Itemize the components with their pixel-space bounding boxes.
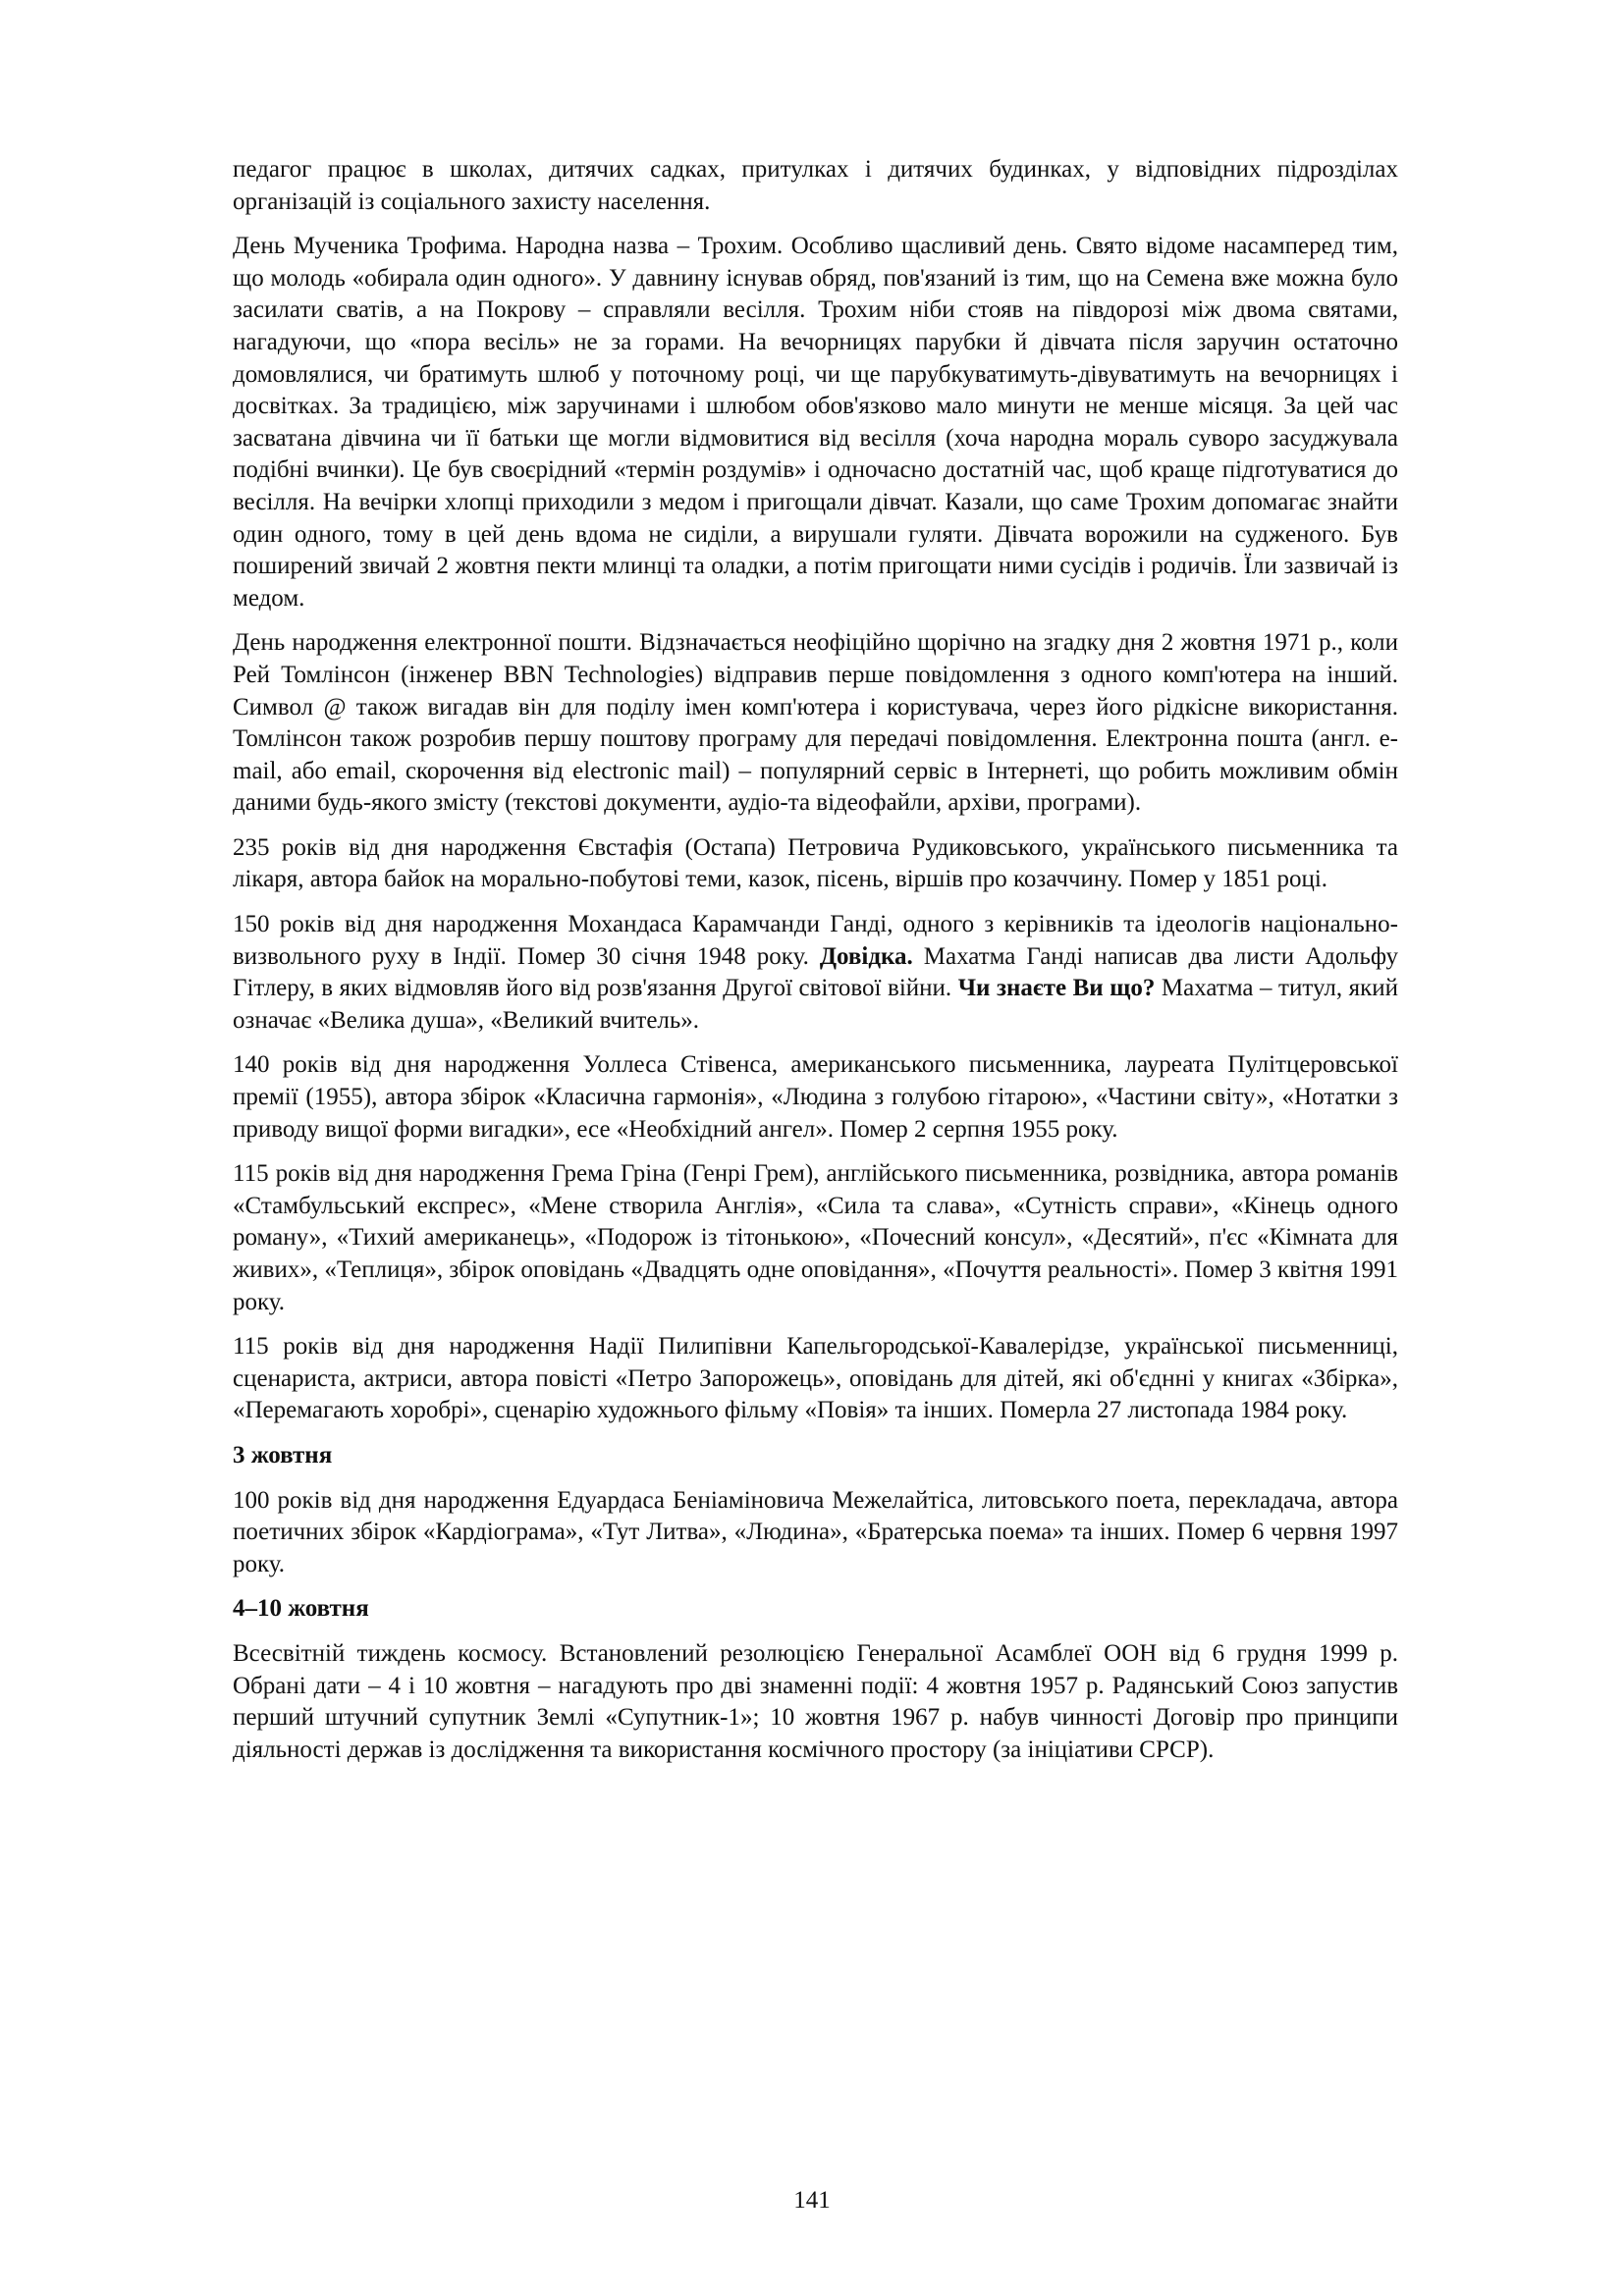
paragraph-kapelhorodska: 115 років від дня народження Надії Пилипівни Капельгородської-Кавалерідзе, української письменниці, сценариста, актриси, автора повісті «Петро Запорожець», оповідань для дітей, які об'єднні у книгах «Збірка», «Перемагають хоробрі», сценарію художнього фільму «Повія» та інших. Померла 27 листопада 1984 року.	[233, 1333, 1398, 1424]
paragraph-gandhi	[233, 909, 1398, 1037]
page-number: 141	[793, 2187, 831, 2214]
gandhi-text-1: 150 років від дня народження Мохандаса Карамчанди Ганді, одного з керівників та ідеологів національно-визвольного руху в Індії. Помер 30 січня 1948 року.	[233, 911, 1398, 970]
paragraph-mezhelaitis: 100 років від дня народження Едуардаса Беніаміновича Межелайтіса, литовського поета, перекладача, автора поетичних збірок «Кардіограма», «Тут Литва», «Людина», «Братерська поема» та інших. Помер 6 червня 1997 року.	[233, 1486, 1398, 1577]
page-content	[233, 154, 1398, 1779]
date-heading-oct-3: 3 жовтня	[233, 1441, 333, 1468]
paragraph-trofym-day: День Мученика Трофима. Народна назва – Трохим. Особливо щасливий день. Свято відоме насамперед тим, що молодь «обирала один одного». У давнину існував обряд, пов'язаний із тим, що на Семена вже можна було засилати сватів, а на Покрову – справляли весілля. Трохим ніби стояв на півдорозі між двома святами, нагадуючи, що «пора весіль» не за горами. На вечорницях парубки й дівчата після заручин остаточно домовлялися, чи братимуть шлюб у поточному році, чи ще парубкуватимуть-дівуватимуть на вечорницях і досвітках. За традицією, між заручинами і шлюбом обов'язково мало минути не менше місяця. За цей час засватана дівчина чи її батьки ще могли відмовитися від весілля (хоча народна мораль суворо засуджувала подібні вчинки). Це був своєрідний «термін роздумів» і одночасно достатній час, щоб краще підготуватися до весілля. На вечірки хлопці приходили з медом і пригощали дівчат. Казали, що саме Трохим допомагає знайти один одного, тому в цей день вдома не сиділи, а вирушали гуляти. Дівчата ворожили на судженого. Був поширений звичай 2 жовтня пекти млинці та оладки, а потім пригощати ними сусідів і родичів. Їли зазвичай із медом.	[233, 233, 1398, 612]
date-heading-oct-4-10: 4–10 жовтня	[233, 1595, 369, 1623]
gandhi-text-3: Махатма – титул, який означає «Велика душа», «Великий вчитель».	[233, 975, 1398, 1034]
gandhi-reference-label: Довідка.	[819, 942, 913, 970]
paragraph-space-week: Всесвітній тиждень космосу. Встановлений резолюцією Генеральної Асамблеї ООН від 6 грудня 1999 р. Обрані дати – 4 і 10 жовтня – нагадують про дві знаменні події: 4 жовтня 1957 р. Радянський Союз запустив перший штучний супутник Землі «Супутник-1»; 10 жовтня 1967 р. набув чинності Договір про принципи діяльності держав із дослідження та використання космічного простору (за ініціативи СРСР).	[233, 1639, 1398, 1763]
paragraph-rudykovsky: 235 років від дня народження Євстафія (Остапа) Петровича Рудиковського, українського письменника та лікаря, автора байок на морально-побутові теми, казок, пісень, віршів про козаччину. Помер у 1851 році.	[233, 833, 1398, 893]
gandhi-text-2: Махатма Ганді написав два листи Адольфу Гітлеру, в яких відмовляв його від розв'язання Другої світової війни.	[233, 942, 1398, 1002]
paragraph-social-pedagog: педагог працює в школах, дитячих садках, притулках і дитячих будинках, у відповідних підрозділах організацій із соціального захисту населення.	[233, 156, 1398, 215]
paragraph-greene: 115 років від дня народження Грема Гріна (Генрі Грем), англійського письменника, розвідника, автора романів «Стамбульський експрес», «Мене створила Англія», «Сила та слава», «Сутність справи», «Кінець одного роману», «Тихий американець», «Подорож із тітонькою», «Почесний консул», «Десятий», п'єс «Кімната для живих», «Теплиця», збірок оповідань «Двадцять одне оповідання», «Почуття реальності». Помер 3 квітня 1991 року.	[233, 1160, 1398, 1315]
paragraph-email-day: День народження електронної пошти. Відзначається неофіційно щорічно на згадку дня 2 жовтня 1971 р., коли Рей Томлінсон (інженер BBN Technologies) відправив перше повідомлення з одного комп'ютера на інший. Символ @ також вигадав він для поділу імен комп'ютера і користувача, через його рідкісне використання. Томлінсон також розробив першу поштову програму для передачі повідомлення. Електронна пошта (англ. e-mail, або email, скорочення від electronic mail) – популярний сервіс в Інтернеті, що робить можливим обмін даними будь-якого змісту (текстові документи, аудіо-та відеофайли, архіви, програми).	[233, 629, 1398, 817]
paragraph-stevens: 140 років від дня народження Уоллеса Стівенса, американського письменника, лауреата Пулітцеровської премії (1955), автора збірок «Класична гармонія», «Людина з голубою гітарою», «Частини світу», «Нотатки з приводу вищої форми вигадки», есе «Необхідний ангел». Помер 2 серпня 1955 року.	[233, 1051, 1398, 1143]
gandhi-did-you-know-label: Чи знаєте Ви що?	[957, 975, 1156, 1002]
